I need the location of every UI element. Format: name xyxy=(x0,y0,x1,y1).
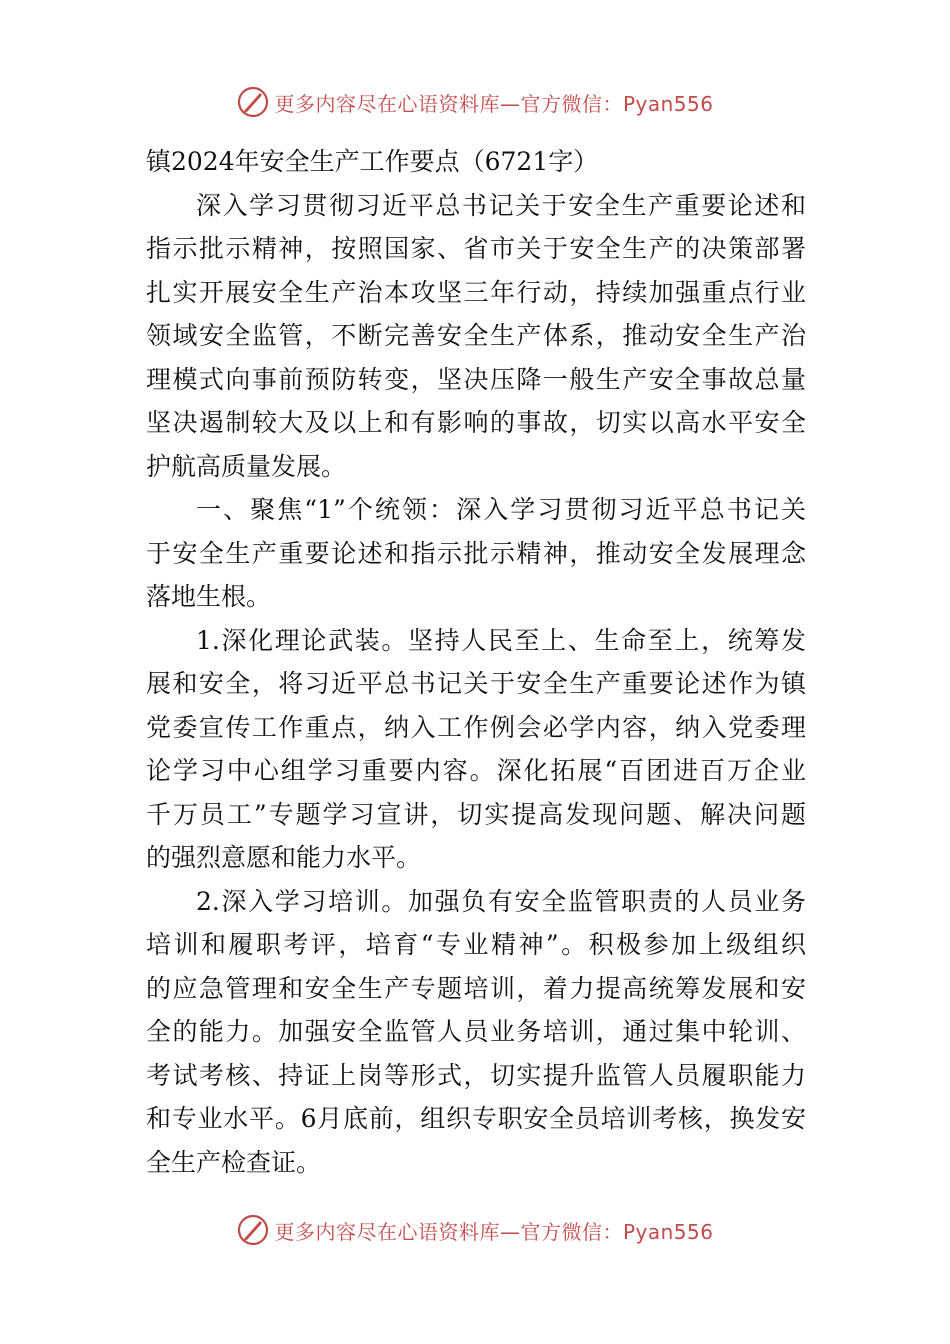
text-line: 落地生根。 xyxy=(146,582,272,611)
quill-pen-logo-icon xyxy=(236,1213,270,1247)
text-line: 扎实开展安全生产治本攻坚三年行动，持续加强重点行业 xyxy=(146,277,806,307)
text-line: 指示批示精神，按照国家、省市关于安全生产的决策部署 xyxy=(146,234,806,263)
text-line: 领域安全监管，不断完善安全生产体系，推动安全生产治 xyxy=(146,321,806,350)
footer-banner-text: 更多内容尽在心语资料库—官方微信：Pyan556 xyxy=(274,1219,714,1244)
footer-banner xyxy=(0,1210,950,1250)
quill-pen-logo-icon xyxy=(236,85,270,119)
text-line: 展和安全，将习近平总书记关于安全生产重要论述作为镇 xyxy=(146,669,806,698)
text-line: 的应急管理和安全生产专题培训，着力提高统筹发展和安 xyxy=(146,973,806,1003)
text-line: 培训和履职考评，培育“专业精神”。积极参加上级组织 xyxy=(146,930,806,959)
text-line: 党委宣传工作重点，纳入工作例会必学内容，纳入党委理 xyxy=(146,712,806,742)
text-line: 全的能力。加强安全监管人员业务培训，通过集中轮训、 xyxy=(146,1017,806,1046)
text-line: 论学习中心组学习重要内容。深化拓展“百团进百万企业 xyxy=(146,756,806,785)
text-line: 一、聚焦“1”个统领：深入学习贯彻习近平总书记关 xyxy=(196,495,806,524)
text-line: 考试考核、持证上岗等形式，切实提升监管人员履职能力 xyxy=(146,1060,806,1090)
text-line: 理模式向事前预防转变，坚决压降一般生产安全事故总量 xyxy=(146,364,806,394)
text-line: 全生产检查证。 xyxy=(146,1147,322,1177)
document-title: 镇2024年安全生产工作要点（6721字） xyxy=(146,147,599,176)
text-line: 和专业水平。6月底前，组织专职安全员培训考核，换发安 xyxy=(146,1104,806,1133)
text-line: 千万员工”专题学习宣讲，切实提高发现问题、解决问题 xyxy=(146,799,806,829)
text-line: 深入学习贯彻习近平总书记关于安全生产重要论述和 xyxy=(196,190,806,220)
document-body xyxy=(146,140,806,1184)
header-banner-text: 更多内容尽在心语资料库—官方微信：Pyan556 xyxy=(274,91,714,116)
text-line: 2.深入学习培训。加强负有安全监管职责的人员业务 xyxy=(196,886,806,916)
header-banner xyxy=(0,82,950,122)
text-line: 的强烈意愿和能力水平。 xyxy=(146,843,422,872)
text-line: 坚决遏制较大及以上和有影响的事故，切实以高水平安全 xyxy=(146,408,806,437)
text-line: 1.深化理论武装。坚持人民至上、生命至上，统筹发 xyxy=(196,625,806,655)
text-line: 于安全生产重要论述和指示批示精神，推动安全发展理念 xyxy=(146,538,806,568)
text-line: 护航高质量发展。 xyxy=(146,451,347,481)
